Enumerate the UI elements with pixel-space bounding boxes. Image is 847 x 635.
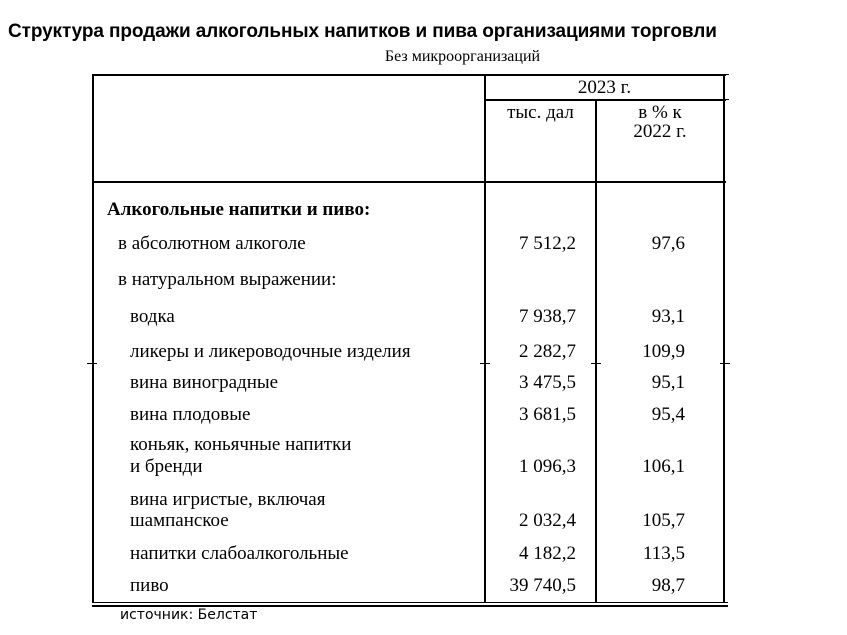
row-percent: 113,5 xyxy=(642,543,685,564)
section-title: Алкогольные напитки и пиво: xyxy=(107,199,371,220)
row-label: водка xyxy=(130,306,175,327)
tick-mark xyxy=(591,363,601,364)
table-top-border xyxy=(92,74,726,76)
row-percent: 98,7 xyxy=(651,575,685,596)
row-label: вина виноградные xyxy=(130,372,279,393)
row-value: 2 282,7 xyxy=(519,341,576,362)
row-percent: 95,1 xyxy=(651,372,685,393)
table-left-border xyxy=(92,74,94,603)
row-percent: 105,7 xyxy=(642,510,685,531)
row-value: 3 475,5 xyxy=(519,372,576,393)
source-note: источник: Белстат xyxy=(120,607,258,623)
row-label-continued: и бренди xyxy=(130,456,203,477)
tick-mark xyxy=(480,363,490,364)
row-value: 1 096,3 xyxy=(519,456,576,477)
row-percent: 97,6 xyxy=(651,233,685,254)
page-title: Структура продажи алкогольных напитков и пива организациями торговли xyxy=(8,21,717,42)
header-group-divider xyxy=(484,99,726,101)
tick-mark xyxy=(87,363,97,364)
row-label: напитки слабоалкогольные xyxy=(130,543,349,564)
tick-mark xyxy=(723,74,729,75)
page-subtitle: Без микроорганизаций xyxy=(384,48,541,65)
row-label: ликеры и ликероводочные изделия xyxy=(130,341,411,362)
row-percent: 106,1 xyxy=(642,456,685,477)
row-value: 2 032,4 xyxy=(519,510,576,531)
column-header-percent-line1: в % к xyxy=(638,102,682,123)
row-label: вина плодовые xyxy=(130,404,251,425)
row-value: 4 182,2 xyxy=(519,543,576,564)
column-header-percent-line2: 2022 г. xyxy=(633,121,687,142)
row-percent: 93,1 xyxy=(651,306,685,327)
header-bottom-border xyxy=(92,181,726,183)
row-label: коньяк, коньячные напитки xyxy=(130,434,352,455)
row-value: 7 512,2 xyxy=(519,233,576,254)
row-percent: 109,9 xyxy=(642,341,685,362)
row-value: 3 681,5 xyxy=(519,404,576,425)
row-value: 39 740,5 xyxy=(509,575,576,596)
tick-mark xyxy=(723,99,729,100)
row-label: в натуральном выражении: xyxy=(118,269,337,290)
row-label: в абсолютном алкоголе xyxy=(118,233,306,254)
column-header-thousand-dal: тыс. дал xyxy=(507,102,574,123)
row-percent: 95,4 xyxy=(651,404,685,425)
row-label: пиво xyxy=(130,575,169,596)
tick-mark xyxy=(720,363,730,364)
row-label-continued: шампанское xyxy=(130,510,229,531)
table-right-border xyxy=(723,74,725,603)
row-label: вина игристые, включая xyxy=(130,489,326,510)
table-bottom-border xyxy=(92,602,728,603)
row-value: 7 938,7 xyxy=(519,306,576,327)
column-group-header: 2023 г. xyxy=(577,77,632,98)
